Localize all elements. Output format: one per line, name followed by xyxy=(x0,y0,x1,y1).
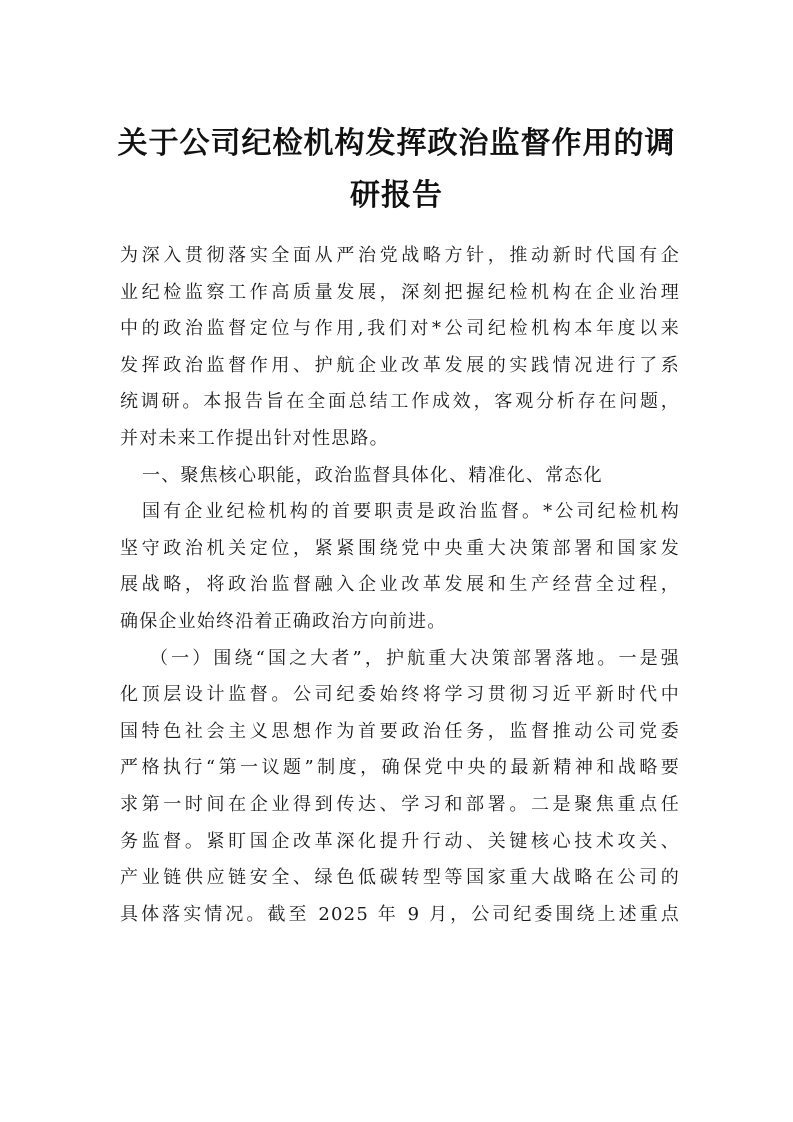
document-body xyxy=(120,238,680,933)
subsection-1-line-5: 求第一时间在企业得到传达、学习和部署。二是聚焦重点任 xyxy=(120,793,680,815)
subsection-1-line-1: （一）围绕“国之大者”，护航重大决策部署落地。一是强 xyxy=(150,647,680,669)
title-line-1: 关于公司纪检机构发挥政治监督作用的调 xyxy=(117,126,676,161)
intro-line-2: 业纪检监察工作高质量发展，深刻把握纪检机构在企业治理 xyxy=(120,281,680,303)
intro-line-4: 发挥政治监督作用、护航企业改革发展的实践情况进行了系 xyxy=(120,354,680,376)
subsection-1-line-2: 化顶层设计监督。公司纪委始终将学习贯彻习近平新时代中 xyxy=(120,684,680,706)
subsection-1-line-4: 严格执行“第一议题”制度，确保党中央的最新精神和战略要 xyxy=(120,757,680,779)
section-1-line-2: 坚守政治机关定位，紧紧围绕党中央重大决策部署和国家发 xyxy=(120,537,680,559)
section-1-line-3: 展战略，将政治监督融入企业改革发展和生产经营全过程， xyxy=(120,574,680,596)
subsection-1-line-7: 产业链供应链安全、绿色低碳转型等国家重大战略在公司的 xyxy=(120,867,680,889)
intro-line-5: 统调研。本报告旨在全面总结工作成效，客观分析存在问题， xyxy=(120,391,680,413)
section-heading-1: 一、聚焦核心职能，政治监督具体化、精准化、常态化 xyxy=(142,464,603,486)
section-1-line-1: 国有企业纪检机构的首要职责是政治监督。*公司纪检机构 xyxy=(142,501,680,523)
section-1-line-4: 确保企业始终沿着正确政治方向前进。 xyxy=(120,610,447,632)
intro-line-1: 为深入贯彻落实全面从严治党战略方针，推动新时代国有企 xyxy=(120,245,680,266)
title-line-2: 研报告 xyxy=(350,178,443,213)
subsection-1-line-6: 务监督。紧盯国企改革深化提升行动、关键核心技术攻关、 xyxy=(120,830,680,852)
document-title xyxy=(100,118,693,222)
intro-line-3: 中的政治监督定位与作用,我们对*公司纪检机构本年度以来 xyxy=(120,318,680,340)
intro-line-6: 并对未来工作提出针对性思路。 xyxy=(120,427,389,449)
subsection-1-line-8: 具体落实情况。截至 2025 年 9 月，公司纪委围绕上述重点 xyxy=(120,903,680,925)
subsection-1-line-3: 国特色社会主义思想作为首要政治任务，监督推动公司党委 xyxy=(120,720,680,742)
